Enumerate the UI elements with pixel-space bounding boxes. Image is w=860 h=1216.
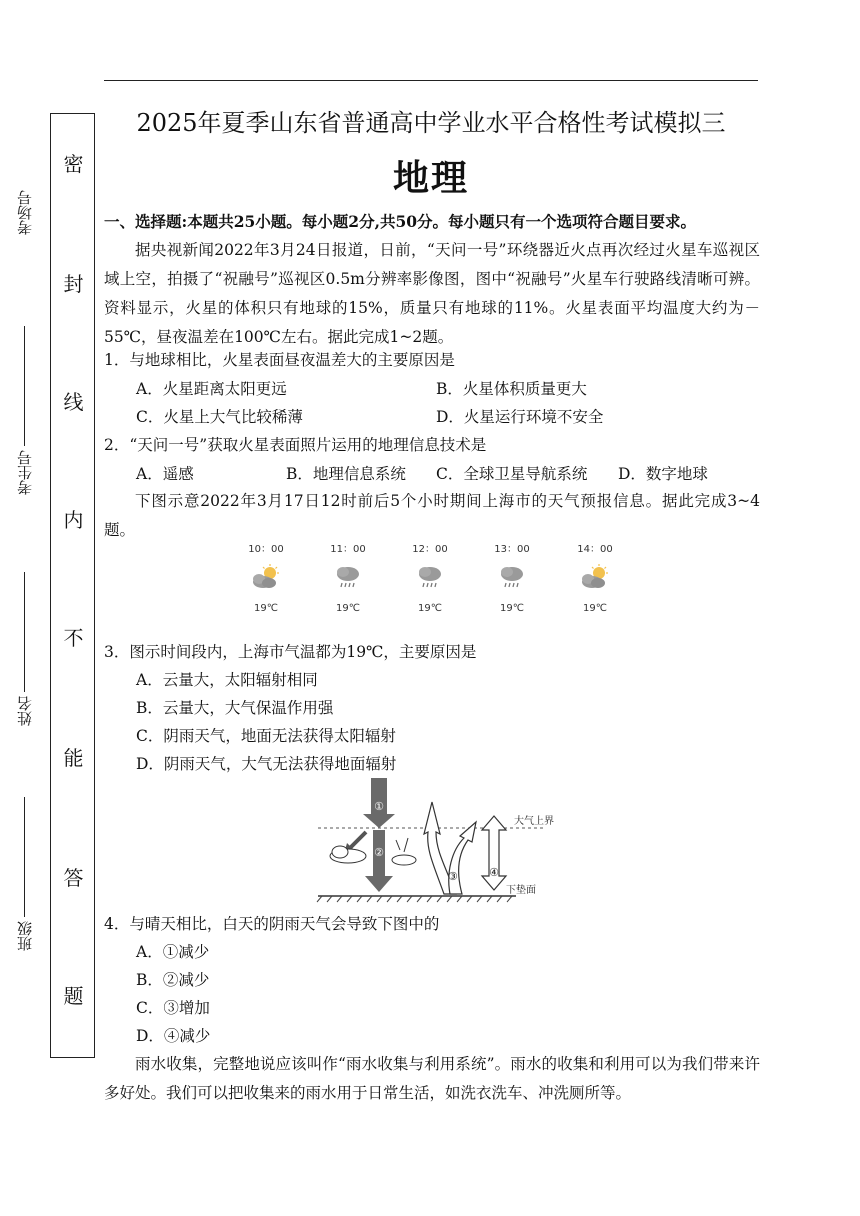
passage-mars bbox=[104, 236, 760, 352]
passage-mars-text: 据央视新闻2022年3月24日报道，日前，“天问一号”环绕器近火点再次经过火星车巡视区域上空，拍摄了“祝融号”巡视区0.5m分辨率影像图，图中“祝融号”火星车行驶路线清晰可辨。资料显示，火星的体积只有地球的15%，质量只有地球的11%。火星表面平均温度大约为－55℃，昼夜温差在100℃左右。据此完成1~2题。 bbox=[104, 241, 760, 346]
question-2-stem: 2．“天问一号”获取火星表面照片运用的地理信息技术是 bbox=[104, 436, 487, 454]
rain-cloud-icon bbox=[413, 563, 447, 591]
student-number-blank bbox=[25, 326, 26, 446]
seal-char: 题 bbox=[63, 984, 84, 1008]
subject-title: 地理 bbox=[392, 157, 469, 199]
q4-option-b: B．②减少 bbox=[136, 971, 210, 989]
q4-option-c: C．③增加 bbox=[136, 999, 210, 1017]
q3-option-c: C．阴雨天气，地面无法获得太阳辐射 bbox=[136, 727, 396, 745]
q4-option-d: D．④减少 bbox=[136, 1027, 211, 1045]
forecast-time: 13：00 bbox=[494, 544, 530, 555]
atmosphere-radiation-diagram bbox=[316, 776, 576, 906]
passage-rainwater-text: 雨水收集，完整地说应该叫作“雨水收集与利用系统”。雨水的收集和利用可以为我们带来许多好处。我们可以把收集来的雨水用于日常生活，如洗衣洗车、冲洗厕所等。 bbox=[104, 1055, 760, 1102]
marker-1: ① bbox=[374, 800, 384, 813]
forecast-temp: 19℃ bbox=[583, 603, 607, 614]
marker-4: ④ bbox=[489, 866, 499, 879]
seal-line-box bbox=[50, 113, 95, 1058]
passage-weather bbox=[104, 487, 760, 545]
forecast-time: 10：00 bbox=[248, 544, 284, 555]
q1-option-a: A．火星距离太阳更远 bbox=[136, 380, 287, 398]
binding-field-student bbox=[14, 322, 35, 495]
binding-field-class bbox=[14, 793, 35, 951]
seal-char: 不 bbox=[63, 626, 84, 650]
passage-weather-text: 下图示意2022年3月17日12时前后5个小时期间上海市的天气预报信息。据此完成3~4题。 bbox=[104, 492, 760, 539]
forecast-temp: 19℃ bbox=[254, 603, 278, 614]
room-number-label: 考场号 bbox=[16, 190, 34, 235]
exam-title: 2025年夏季山东省普通高中学业水平合格性考试模拟三 bbox=[136, 109, 726, 137]
atmosphere-top-label: 大气上界 bbox=[514, 816, 554, 827]
forecast-temp: 19℃ bbox=[500, 603, 524, 614]
class-label: 班级 bbox=[16, 921, 34, 951]
question-3-stem: 3．图示时间段内，上海市气温都为19℃，主要原因是 bbox=[104, 643, 477, 661]
question-1-stem: 1．与地球相比，火星表面昼夜温差大的主要原因是 bbox=[104, 351, 455, 369]
seal-char: 内 bbox=[63, 508, 84, 532]
seal-char: 能 bbox=[63, 746, 84, 770]
forecast-temp: 19℃ bbox=[418, 603, 442, 614]
q1-option-d: D．火星运行环境不安全 bbox=[436, 408, 604, 426]
name-label: 姓名 bbox=[16, 696, 34, 726]
forecast-slot bbox=[482, 540, 542, 614]
seal-char: 密 bbox=[63, 152, 84, 176]
q3-option-a: A．云量大，太阳辐射相同 bbox=[136, 671, 318, 689]
q4-option-a: A．①减少 bbox=[136, 943, 210, 961]
forecast-time: 11：00 bbox=[330, 544, 366, 555]
question-4-stem: 4．与晴天相比，白天的阴雨天气会导致下图中的 bbox=[104, 915, 440, 933]
q2-option-a: A．遥感 bbox=[136, 465, 194, 483]
top-rule bbox=[104, 80, 758, 81]
q2-option-d: D．数字地球 bbox=[618, 465, 708, 483]
section-heading: 一、选择题:本题共25小题。每小题2分,共50分。每小题只有一个选项符合题目要求。 bbox=[104, 212, 697, 231]
q2-option-b: B．地理信息系统 bbox=[286, 465, 406, 483]
q3-option-b: B．云量大，大气保温作用强 bbox=[136, 699, 334, 717]
q1-option-c: C．火星上大气比较稀薄 bbox=[136, 408, 303, 426]
weather-forecast bbox=[238, 540, 638, 640]
q1-option-b: B．火星体积质量更大 bbox=[436, 380, 587, 398]
forecast-time: 14：00 bbox=[577, 544, 613, 555]
forecast-slot bbox=[565, 540, 625, 614]
passage-rainwater bbox=[104, 1050, 760, 1108]
q2-option-c: C．全球卫星导航系统 bbox=[436, 465, 588, 483]
partly-cloudy-icon bbox=[578, 563, 612, 591]
surface-label: 下垫面 bbox=[506, 885, 536, 896]
forecast-slot bbox=[236, 540, 296, 614]
forecast-slot bbox=[318, 540, 378, 614]
seal-char: 线 bbox=[63, 390, 84, 414]
name-blank bbox=[25, 572, 26, 692]
forecast-temp: 19℃ bbox=[336, 603, 360, 614]
rain-cloud-icon bbox=[331, 563, 365, 591]
forecast-slot bbox=[400, 540, 460, 614]
q3-option-d: D．阴雨天气，大气无法获得地面辐射 bbox=[136, 755, 397, 773]
rain-cloud-icon bbox=[495, 563, 529, 591]
partly-cloudy-icon bbox=[249, 563, 283, 591]
marker-2: ② bbox=[374, 846, 384, 859]
marker-3: ③ bbox=[448, 870, 458, 883]
binding-label-room bbox=[14, 190, 35, 235]
binding-field-name bbox=[14, 568, 35, 726]
seal-char: 答 bbox=[63, 866, 84, 890]
seal-char: 封 bbox=[63, 272, 84, 296]
student-number-label: 考生号 bbox=[16, 450, 34, 495]
class-blank bbox=[25, 797, 26, 917]
forecast-time: 12：00 bbox=[412, 544, 448, 555]
